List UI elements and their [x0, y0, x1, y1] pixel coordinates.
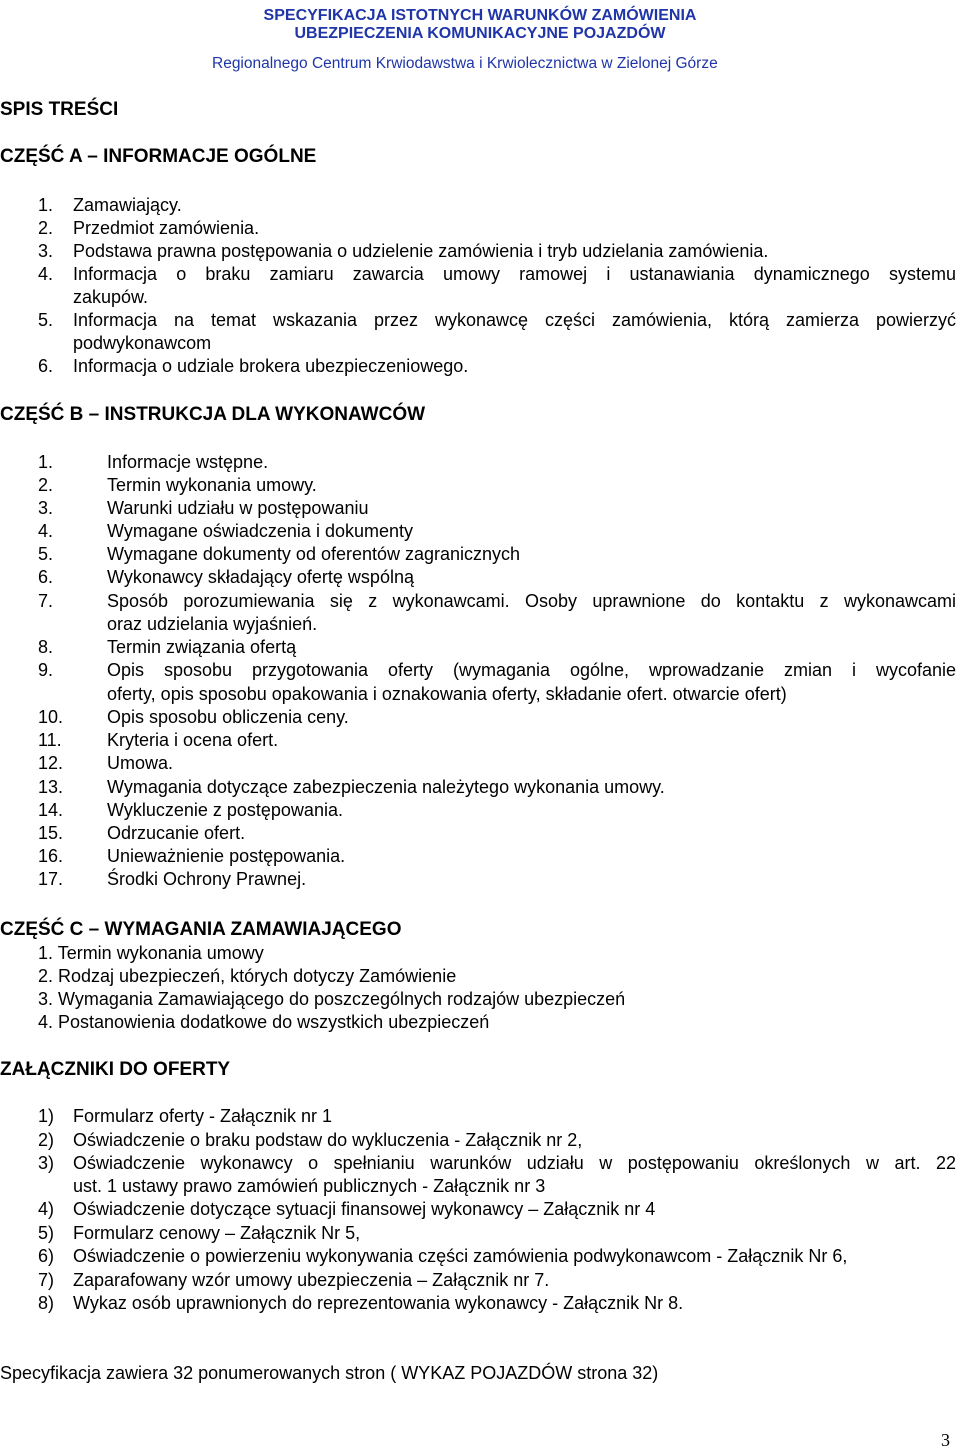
part-c-item: 4. Postanowienia dodatkowe do wszystkich ubezpieczeń	[38, 1012, 490, 1032]
part-b-item-number: 10.	[38, 707, 64, 727]
part-b-item-text-continued: oferty, opis sposobu opakowania i oznakowania oferty, składanie ofert. otwarcie ofert)	[107, 684, 787, 704]
part-a-item-number: 4.	[38, 264, 54, 284]
part-b-item-text: Opis sposobu przygotowania oferty (wymagania ogólne, wprowadzanie zmian i wycofanie	[107, 660, 956, 680]
part-b-item-number: 4.	[38, 521, 54, 541]
part-a-item-text: Informacja o udziale brokera ubezpieczeniowego.	[73, 356, 469, 376]
attachment-item-text: Oświadczenie wykonawcy o spełnianiu warunków udziału w postępowaniu określonych w art. 22	[73, 1153, 956, 1173]
part-b-item-number: 11.	[38, 730, 62, 750]
attachment-item-text: Oświadczenie dotyczące sytuacji finansowej wykonawcy – Załącznik nr 4	[73, 1199, 656, 1219]
attachment-item-number: 1)	[38, 1106, 55, 1126]
part-b-item-text: Umowa.	[107, 753, 174, 773]
header-subtitle: UBEZPIECZENIA KOMUNIKACYJNE POJAZDÓW	[294, 25, 666, 42]
attachment-item-text: Oświadczenie o braku podstaw do wykluczenia - Załącznik nr 2,	[73, 1130, 583, 1150]
part-a-item-number: 3.	[38, 241, 54, 261]
part-b-item-text: Informacje wstępne.	[107, 452, 269, 472]
part-a-item-text: Informacja o braku zamiaru zawarcia umowy ramowej i ustanawiania dynamicznego systemu	[73, 264, 956, 284]
attachment-item-number: 2)	[38, 1130, 55, 1150]
part-a-item-number: 2.	[38, 218, 54, 238]
part-c-item: 3. Wymagania Zamawiającego do poszczególnych rodzajów ubezpieczeń	[38, 989, 626, 1009]
part-b-item-text: Środki Ochrony Prawnej.	[107, 869, 307, 889]
attachment-item-text: Formularz cenowy – Załącznik Nr 5,	[73, 1223, 361, 1243]
part-b-item-text: Odrzucanie ofert.	[107, 823, 246, 843]
page-number: 3	[941, 1430, 950, 1450]
part-b-item-text: Termin wykonania umowy.	[107, 475, 317, 495]
attachment-item-number: 6)	[38, 1246, 55, 1266]
part-a-item-number: 6.	[38, 356, 54, 376]
part-b-item-number: 2.	[38, 475, 54, 495]
attachment-item-text: Zaparafowany wzór umowy ubezpieczenia – Załącznik nr 7.	[73, 1270, 550, 1290]
header-organization: Regionalnego Centrum Krwiodawstwa i Krwiolecznictwa w Zielonej Górze	[212, 55, 718, 72]
part-a-item-text: Podstawa prawna postępowania o udzielenie zamówienia i tryb udzielania zamówienia.	[73, 241, 769, 261]
part-a-item-text-continued: zakupów.	[73, 287, 149, 307]
attachment-item-number: 8)	[38, 1293, 55, 1313]
part-b-item-text-continued: oraz udzielania wyjaśnień.	[107, 614, 318, 634]
part-b-item-number: 3.	[38, 498, 54, 518]
part-b-item-number: 16.	[38, 846, 64, 866]
part-a-item-text: Informacja na temat wskazania przez wykonawcę części zamówienia, którą zamierza powierzyć	[73, 310, 956, 330]
part-b-item-text: Wymagania dotyczące zabezpieczenia należytego wykonania umowy.	[107, 777, 665, 797]
part-b-item-number: 15.	[38, 823, 64, 843]
part-b-item-number: 5.	[38, 544, 54, 564]
part-b-item-text: Wymagane oświadczenia i dokumenty	[107, 521, 413, 541]
part-a-item-number: 5.	[38, 310, 54, 330]
part-b-item-number: 1.	[38, 452, 54, 472]
part-b-item-number: 7.	[38, 591, 54, 611]
attachment-item-text-continued: ust. 1 ustawy prawo zamówień publicznych - Załącznik nr 3	[73, 1176, 546, 1196]
part-b-item-text: Termin związania ofertą	[107, 637, 297, 657]
part-a-item-text-continued: podwykonawcom	[73, 333, 212, 353]
part-a-title: CZĘŚĆ A – INFORMACJE OGÓLNE	[0, 146, 317, 167]
toc-title: SPIS TREŚCI	[0, 99, 119, 120]
part-b-title: CZĘŚĆ B – INSTRUKCJA DLA WYKONAWCÓW	[0, 404, 426, 425]
header-title: SPECYFIKACJA ISTOTNYCH WARUNKÓW ZAMÓWIENIA	[263, 7, 697, 24]
attachment-item-text: Formularz oferty - Załącznik nr 1	[73, 1106, 333, 1126]
attachment-item-number: 3)	[38, 1153, 55, 1173]
part-b-item-text: Wykluczenie z postępowania.	[107, 800, 343, 820]
part-a-item-text: Zamawiający.	[73, 195, 182, 215]
part-b-item-text: Warunki udziału w postępowaniu	[107, 498, 369, 518]
part-c-item: 2. Rodzaj ubezpieczeń, których dotyczy Zamówienie	[38, 966, 457, 986]
part-b-item-text: Unieważnienie postępowania.	[107, 846, 346, 866]
part-b-item-number: 6.	[38, 567, 54, 587]
part-b-item-text: Sposób porozumiewania się z wykonawcami. Osoby uprawnione do kontaktu z wykonawcami	[107, 591, 956, 611]
attachment-item-number: 5)	[38, 1223, 55, 1243]
part-b-item-text: Opis sposobu obliczenia ceny.	[107, 707, 349, 727]
attachments-title: ZAŁĄCZNIKI DO OFERTY	[0, 1059, 231, 1080]
attachment-item-number: 4)	[38, 1199, 55, 1219]
attachment-item-text: Oświadczenie o powierzeniu wykonywania części zamówienia podwykonawcom - Załącznik Nr 6,	[73, 1246, 848, 1266]
part-a-item-text: Przedmiot zamówienia.	[73, 218, 260, 238]
part-b-item-text: Wymagane dokumenty od oferentów zagranicznych	[107, 544, 521, 564]
page-count-note: Specyfikacja zawiera 32 ponumerowanych stron ( WYKAZ POJAZDÓW strona 32)	[0, 1363, 659, 1383]
part-b-item-number: 9.	[38, 660, 54, 680]
attachment-item-text: Wykaz osób uprawnionych do reprezentowania wykonawcy - Załącznik Nr 8.	[73, 1293, 684, 1313]
part-b-item-text: Wykonawcy składający ofertę wspólną	[107, 567, 414, 587]
part-b-item-number: 12.	[38, 753, 64, 773]
part-b-item-text: Kryteria i ocena ofert.	[107, 730, 279, 750]
part-b-item-number: 17.	[38, 869, 64, 889]
part-b-item-number: 8.	[38, 637, 54, 657]
part-a-item-number: 1.	[38, 195, 54, 215]
part-b-item-number: 13.	[38, 777, 64, 797]
part-b-item-number: 14.	[38, 800, 64, 820]
part-c-title: CZĘŚĆ C – WYMAGANIA ZAMAWIAJĄCEGO	[0, 919, 402, 940]
attachment-item-number: 7)	[38, 1270, 55, 1290]
part-c-item: 1. Termin wykonania umowy	[38, 943, 264, 963]
